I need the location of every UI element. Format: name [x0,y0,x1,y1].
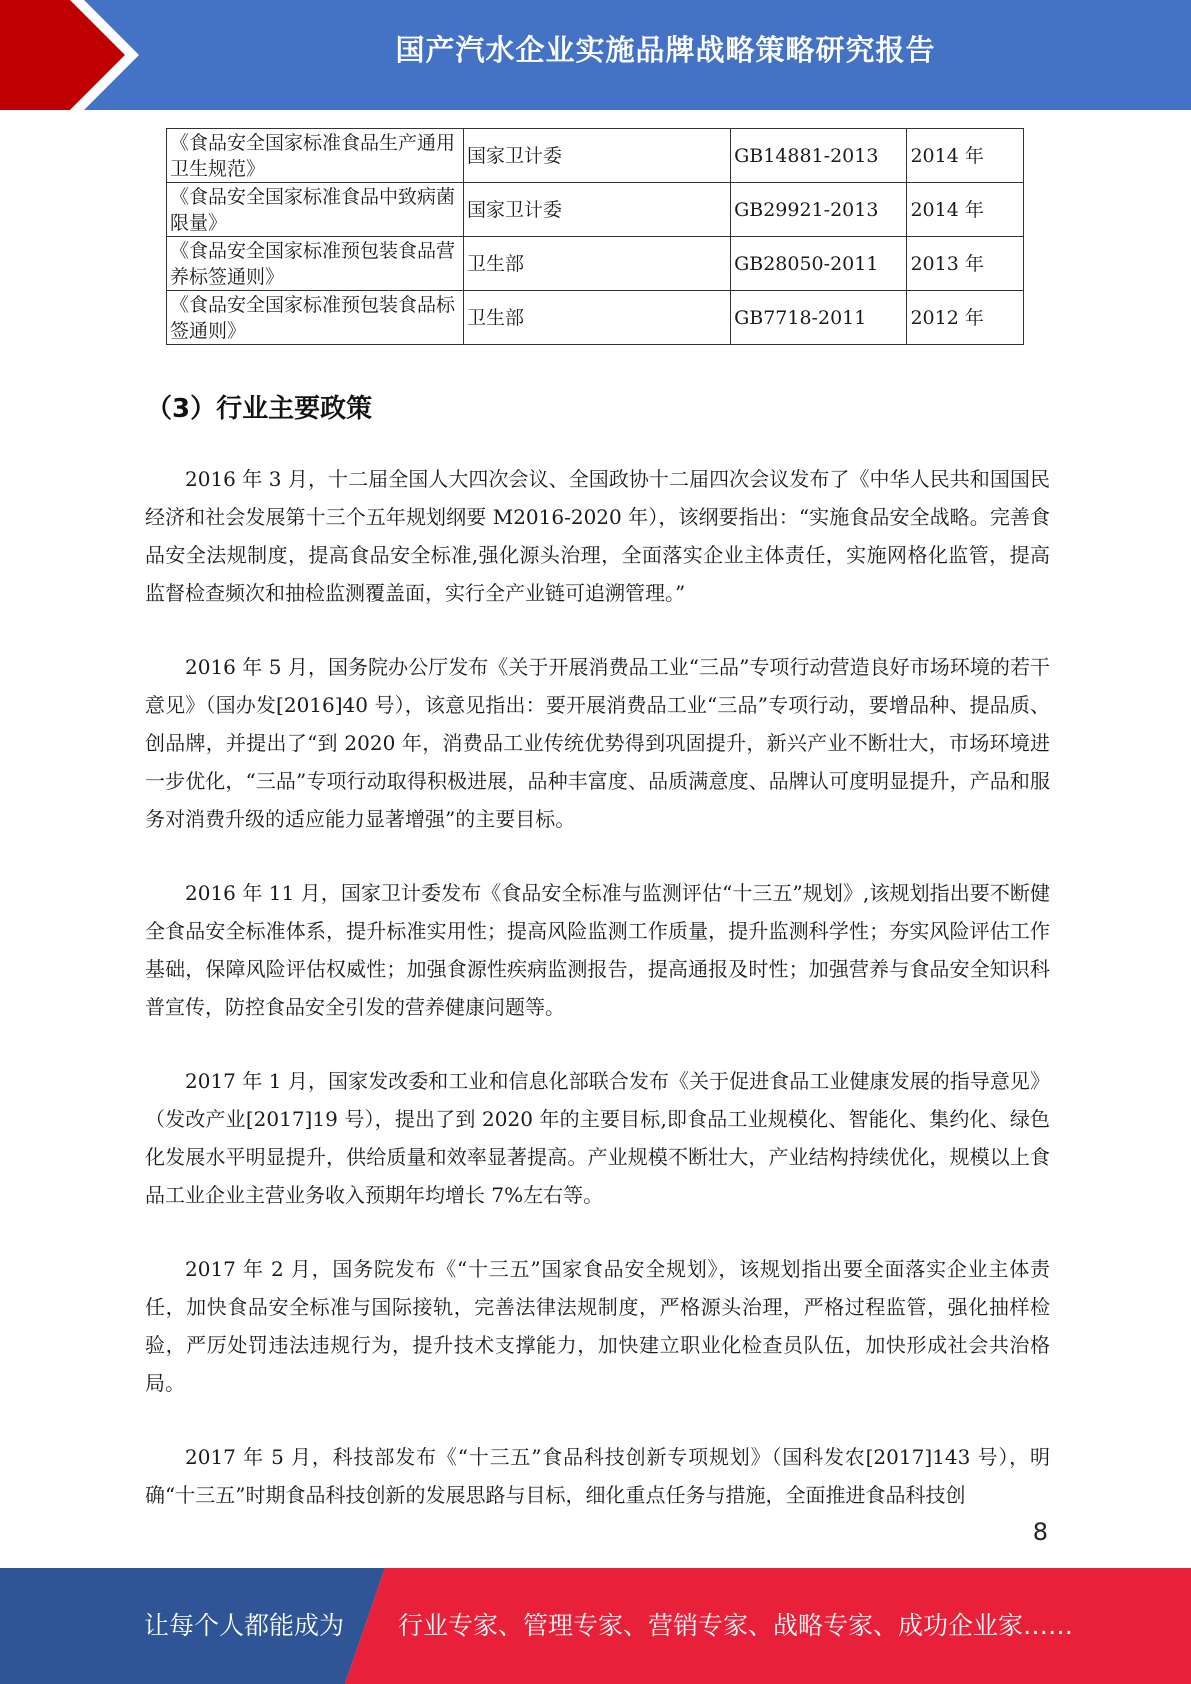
effective-year-cell: 2014 年 [907,129,1024,183]
issuing-org-cell: 国家卫计委 [463,183,730,237]
policy-paragraph: 2016 年 11 月，国家卫计委发布《食品安全标准与监测评估“十三五”规划》,该规划指出要不断健全食品安全标准体系，提升标准实用性；提高风险监测工作质量，提升监测科学性；夯实风险评估工作基础，保障风险评估权威性；加强食源性疾病监测报告，提高通报及时性；加强营养与食品安全知识科普宣传，防控食品安全引发的营养健康问题等。 [145,881,1050,1019]
table-row [167,183,1024,237]
effective-year-cell: 2014 年 [907,183,1024,237]
policy-paragraph: 2017 年 5 月，科技部发布《“十三五”食品科技创新专项规划》（国科发农[2017]143 号），明确“十三五”时期食品科技创新的发展思路与目标，细化重点任务与措施，全面推进食品科技创 [145,1445,1050,1507]
issuing-org-cell: 卫生部 [463,291,730,345]
policy-paragraph: 2017 年 2 月，国务院发布《“十三五”国家食品安全规划》，该规划指出要全面落实企业主体责任，加快食品安全标准与国际接轨，完善法律法规制度，严格源头治理，严格过程监管，强化抽样检验，严厉处罚违法违规行为，提升技术支撑能力，加快建立职业化检查员队伍，加快形成社会共治格局。 [145,1257,1050,1395]
body-content [145,460,1050,1550]
section-heading: （3）行业主要政策 [146,394,373,424]
standard-code-cell: GB29921-2013 [731,183,907,237]
effective-year-cell: 2012 年 [907,291,1024,345]
page-header [0,0,1191,110]
page-number: 8 [1032,1518,1048,1546]
table-row [167,129,1024,183]
standard-name-cell: 《食品安全国家标准食品中致病菌限量》 [167,183,464,237]
header-arrow-decoration [0,0,160,110]
issuing-org-cell: 国家卫计委 [463,129,730,183]
standard-code-cell: GB7718-2011 [731,291,907,345]
table-row [167,237,1024,291]
standard-code-cell: GB28050-2011 [731,237,907,291]
footer-slogan-right: 行业专家、管理专家、营销专家、战略专家、成功企业家…… [398,1611,1074,1640]
policy-paragraph: 2017 年 1 月，国家发改委和工业和信息化部联合发布《关于促进食品工业健康发展的指导意见》（发改产业[2017]19 号），提出了到 2020 年的主要目标,即食品工业规模化、智能化、集约化、绿色化发展水平明显提升，供给质量和效率显著提高。产业规模不断壮大，产业结构持续优化，规模以上食品工业企业主营业务收入预期年均增长 7%左右等。 [145,1069,1050,1207]
table-row [167,291,1024,345]
footer-slogan-left: 让每个人都能成为 [144,1611,345,1640]
policy-paragraph: 2016 年 5 月，国务院办公厅发布《关于开展消费品工业“三品”专项行动营造良好市场环境的若干意见》（国办发[2016]40 号），该意见指出：要开展消费品工业“三品”专项行动，要增品种、提品质、创品牌，并提出了“到 2020 年，消费品工业传统优势得到巩固提升，新兴产业不断壮大，市场环境进一步优化，“三品”专项行动取得积极进展，品种丰富度、品质满意度、品牌认可度明显提升，产品和服务对消费升级的适应能力显著增强”的主要目标。 [145,655,1050,831]
standard-name-cell: 《食品安全国家标准预包装食品营养标签通则》 [167,237,464,291]
policy-paragraph: 2016 年 3 月，十二届全国人大四次会议、全国政协十二届四次会议发布了《中华人民共和国国民经济和社会发展第十三个五年规划纲要 M2016-2020 年），该纲要指出：“实施食品安全战略。完善食品安全法规制度，提高食品安全标准,强化源头治理，全面落实企业主体责任，实施网格化监管，提高监督检查频次和抽检监测覆盖面，实行全产业链可追溯管理。” [145,467,1050,605]
effective-year-cell: 2013 年 [907,237,1024,291]
report-title: 国产汽水企业实施品牌战略策略研究报告 [395,33,936,67]
standards-table [166,128,1024,345]
issuing-org-cell: 卫生部 [463,237,730,291]
standard-code-cell: GB14881-2013 [731,129,907,183]
standard-name-cell: 《食品安全国家标准预包装食品标签通则》 [167,291,464,345]
page-footer [0,1568,1191,1684]
standard-name-cell: 《食品安全国家标准食品生产通用卫生规范》 [167,129,464,183]
